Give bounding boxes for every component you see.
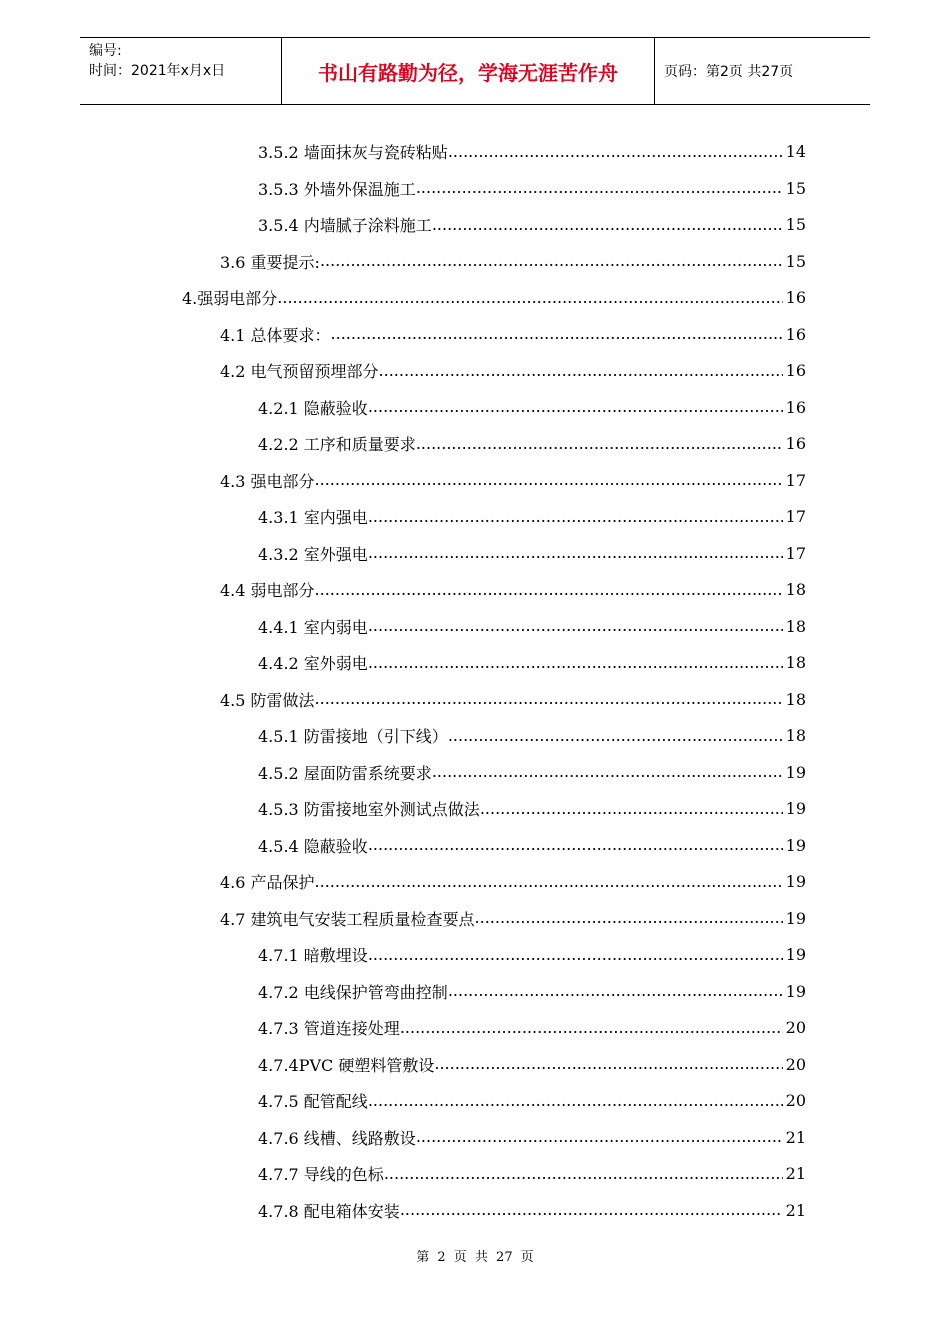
toc-entry[interactable]	[258, 717, 806, 754]
toc-entry[interactable]	[220, 681, 806, 718]
toc-entry-page: 15	[785, 178, 806, 198]
toc-leader-dots	[368, 945, 783, 965]
toc-entry-page: 21	[785, 1164, 806, 1183]
toc-entry-page: 15	[785, 215, 806, 234]
toc-entry-page: 19	[785, 872, 806, 891]
toc-entry-page: 19	[785, 945, 806, 964]
toc-leader-dots	[416, 1127, 783, 1147]
toc-entry-page: 18	[785, 653, 806, 672]
toc-leader-dots	[315, 872, 783, 892]
toc-entry-title: 4.7.6 线槽、线路敷设	[258, 1128, 416, 1148]
toc-entry[interactable]	[220, 352, 806, 389]
toc-entry-title: 4.强弱电部分	[182, 289, 278, 308]
toc-leader-dots	[400, 1200, 783, 1220]
toc-entry-page: 20	[785, 1091, 806, 1110]
toc-entry-page: 18	[785, 580, 806, 599]
toc-entry[interactable]	[258, 170, 806, 207]
toc-leader-dots	[315, 580, 783, 600]
toc-entry-title: 4.3.2 室外强电	[258, 544, 368, 564]
toc-leader-dots	[368, 543, 783, 563]
toc-leader-dots	[432, 215, 783, 235]
toc-entry-title: 4.7.3 管道连接处理	[258, 1019, 400, 1038]
toc-leader-dots	[368, 1091, 783, 1111]
toc-entry[interactable]	[258, 535, 806, 572]
toc-leader-dots	[368, 835, 783, 855]
toc-entry-title: 4.2.1 隐蔽验收	[258, 398, 368, 418]
toc-entry-title: 4.7.7 导线的色标	[258, 1165, 384, 1184]
toc-entry-title: 3.5.4 内墙腻子涂料施工	[258, 216, 432, 235]
toc-entry-title: 4.4.2 室外弱电	[258, 654, 368, 673]
toc-entry-title: 4.7.8 配电箱体安装	[258, 1201, 400, 1221]
toc-entry[interactable]	[258, 1119, 806, 1156]
toc-entry-title: 4.7.5 配管配线	[258, 1092, 368, 1111]
toc-entry-title: 4.5.1 防雷接地（引下线）	[258, 727, 448, 746]
toc-entry[interactable]	[258, 973, 806, 1010]
toc-entry-page: 20	[785, 1054, 806, 1074]
header-left-cell	[80, 38, 282, 104]
toc-leader-dots	[434, 1054, 783, 1074]
toc-entry-title: 4.4.1 室内弱电	[258, 617, 368, 637]
toc-leader-dots	[384, 1164, 783, 1184]
toc-entry[interactable]	[258, 133, 806, 170]
toc-entry-page: 18	[785, 689, 806, 709]
page-footer: 第 2 页 共 27 页	[416, 1250, 534, 1265]
toc-entry[interactable]	[182, 279, 806, 316]
header-motto: 书山有路勤为径，学海无涯苦作舟	[282, 38, 655, 104]
toc-entry-page: 16	[785, 434, 806, 453]
page-header	[80, 37, 870, 105]
toc-leader-dots	[480, 799, 783, 819]
toc-entry-page: 19	[785, 799, 806, 818]
toc-leader-dots	[448, 726, 783, 746]
toc-entry[interactable]	[258, 389, 806, 426]
toc-entry-title: 4.5.2 屋面防雷系统要求	[258, 763, 432, 783]
toc-entry-page: 16	[785, 324, 806, 344]
toc-entry[interactable]	[220, 900, 806, 937]
toc-entry[interactable]	[220, 863, 806, 900]
toc-entry[interactable]	[258, 206, 806, 243]
toc-entry-title: 3.6 重要提示:	[220, 252, 320, 272]
toc-leader-dots	[277, 288, 783, 308]
toc-entry-page: 21	[785, 1200, 806, 1220]
toc-leader-dots	[448, 981, 783, 1001]
toc-entry[interactable]	[220, 571, 806, 608]
toc-entry-title: 4.2 电气预留预埋部分	[220, 362, 379, 381]
toc-entry[interactable]	[258, 1046, 806, 1083]
toc-leader-dots	[320, 251, 783, 271]
toc-entry-page: 20	[785, 1018, 806, 1037]
toc-entry[interactable]	[258, 827, 806, 864]
toc-entry-title: 4.7.2 电线保护管弯曲控制	[258, 982, 448, 1002]
toc-leader-dots	[315, 689, 783, 709]
toc-entry-page: 16	[785, 361, 806, 380]
toc-entry-page: 16	[785, 288, 806, 307]
toc-entry-page: 19	[785, 762, 806, 782]
toc-entry-title: 4.1 总体要求：	[220, 325, 331, 345]
toc-leader-dots	[368, 397, 783, 417]
toc-entry[interactable]	[258, 1082, 806, 1119]
toc-entry-title: 4.2.2 工序和质量要求	[258, 435, 416, 454]
toc-entry-title: 4.5.3 防雷接地室外测试点做法	[258, 800, 480, 819]
toc-entry[interactable]	[258, 1009, 806, 1046]
toc-entry-title: 4.3 强电部分	[220, 471, 315, 491]
toc-leader-dots	[475, 908, 783, 928]
toc-leader-dots	[416, 178, 783, 198]
toc-entry[interactable]	[258, 790, 806, 827]
toc-entry-page: 17	[785, 470, 806, 490]
toc-entry-title: 3.5.2 墙面抹灰与瓷砖粘贴	[258, 143, 448, 162]
toc-entry-page: 19	[785, 835, 806, 855]
toc-entry[interactable]	[258, 1192, 806, 1229]
toc-entry-title: 4.4 弱电部分	[220, 581, 315, 600]
toc-leader-dots	[368, 616, 783, 636]
toc-entry-page: 21	[785, 1127, 806, 1147]
toc-entry-page: 14	[785, 142, 806, 161]
toc-entry-page: 17	[785, 507, 806, 526]
document-time-label: 时间：2021年x月x日	[89, 63, 226, 79]
toc-entry-page: 18	[785, 726, 806, 745]
header-page-info: 页码：第2页 共27页	[664, 64, 794, 80]
toc-entry-title: 4.7 建筑电气安装工程质量检查要点	[220, 909, 475, 929]
toc-entry[interactable]	[220, 462, 806, 499]
toc-entry-page: 16	[785, 397, 806, 417]
document-number-label: 编号:	[89, 43, 122, 59]
toc-entry-page: 17	[785, 543, 806, 563]
toc-leader-dots	[368, 653, 783, 673]
toc-entry-page: 18	[785, 616, 806, 636]
toc-entry-title: 4.6 产品保护	[220, 873, 315, 892]
toc-leader-dots	[379, 361, 783, 381]
toc-entry-page: 19	[785, 908, 806, 928]
toc-entry-title: 3.5.3 外墙外保温施工	[258, 179, 416, 199]
toc-entry[interactable]	[258, 1155, 806, 1192]
toc-entry-page: 15	[785, 251, 806, 271]
toc-entry-title: 4.7.4PVC 硬塑料管敷设	[258, 1055, 435, 1075]
toc-entry[interactable]	[258, 754, 806, 791]
toc-entry-page: 19	[785, 981, 806, 1001]
toc-entry-title: 4.3.1 室内强电	[258, 508, 368, 527]
toc-leader-dots	[331, 324, 783, 344]
toc-leader-dots	[416, 434, 783, 454]
toc-entry[interactable]	[258, 644, 806, 681]
toc-entry-title: 4.5 防雷做法	[220, 690, 315, 710]
toc-entry[interactable]	[258, 608, 806, 645]
toc-entry[interactable]	[220, 316, 806, 353]
toc-leader-dots	[432, 762, 783, 782]
toc-entry[interactable]	[258, 936, 806, 973]
toc-leader-dots	[400, 1018, 783, 1038]
toc-leader-dots	[448, 142, 783, 162]
toc-entry[interactable]	[258, 498, 806, 535]
toc-leader-dots	[368, 507, 783, 527]
toc-entry-title: 4.7.1 暗敷埋设	[258, 946, 368, 965]
toc-entry-title: 4.5.4 隐蔽验收	[258, 836, 368, 856]
toc-leader-dots	[315, 470, 783, 490]
toc-entry[interactable]	[220, 243, 806, 280]
toc-entry[interactable]	[258, 425, 806, 462]
